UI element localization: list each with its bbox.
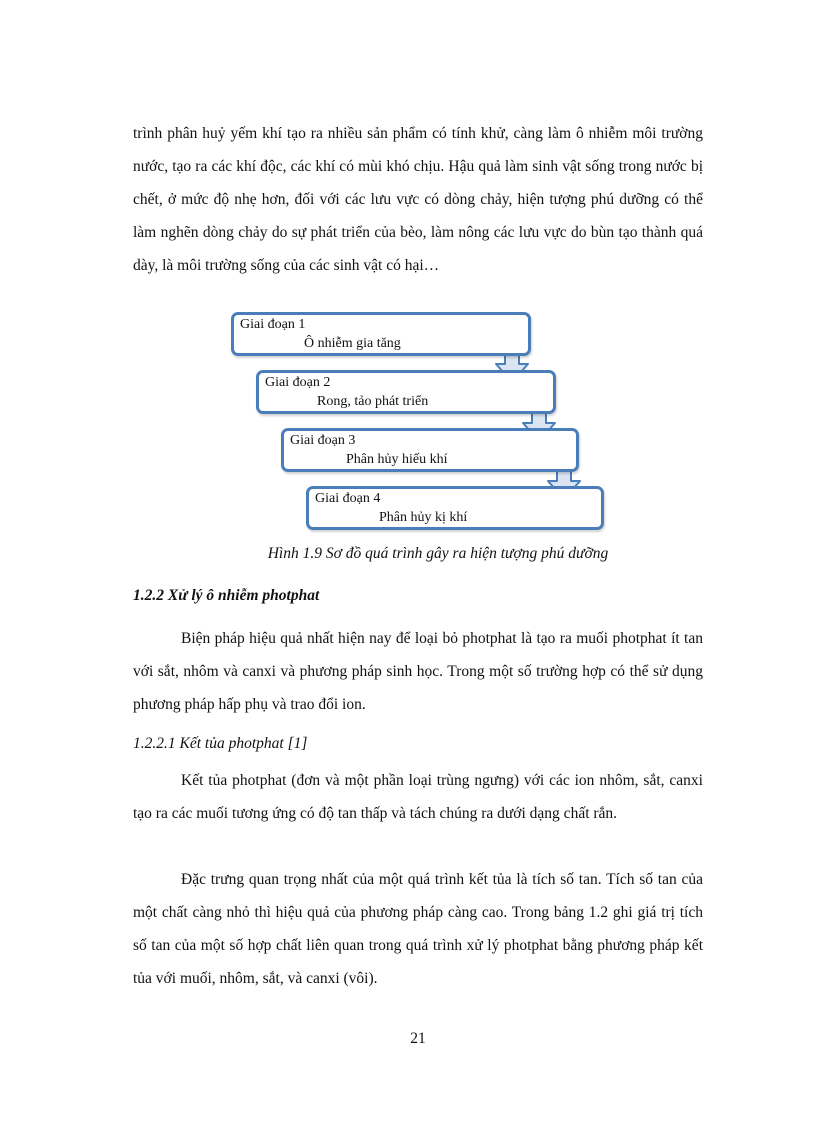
figure-caption: Hình 1.9 Sơ đồ quá trình gây ra hiện tượng phú dưỡng (267, 545, 609, 562)
stage-description: Ô nhiễm gia tăng (304, 336, 401, 351)
page-number: 21 (410, 1030, 426, 1047)
stage-description: Rong, tảo phát triển (317, 394, 429, 409)
stage-label: Giai đoạn 2 (265, 375, 331, 390)
subsection-paragraph-2: Đặc trưng quan trọng nhất của một quá trình kết tủa là tích số tan. Tích số tan của một chất càng nhỏ thì hiệu quả của phương pháp càng cao. Trong bảng 1.2 ghi giá trị tích số tan của một số hợp chất liên quan trong quá trình xử lý photphat bằng phương pháp kết tủa với muối, nhôm, sắt, và canxi (vôi). (133, 871, 703, 987)
intro-paragraph: trình phân huỷ yếm khí tạo ra nhiều sản phẩm có tính khử, càng làm ô nhiễm môi trường nước, tạo ra các khí độc, các khí có mùi khó chịu. Hậu quả làm sinh vật sống trong nước bị chết, ở mức độ nhẹ hơn, đối với các lưu vực có dòng chảy, hiện tượng phú dưỡng có thể làm nghẽn dòng chảy do sự phát triển của bèo, làm nông các lưu vực do bùn tạo thành quá dày, là môi trường sống của các sinh vật có hại… (133, 125, 703, 274)
subsection-paragraph-1: Kết tủa photphat (đơn và một phần loại trùng ngưng) với các ion nhôm, sắt, canxi tạo ra các muối tương ứng có độ tan thấp và tách chúng ra dưới dạng chất rắn. (133, 772, 703, 822)
stage-label: Giai đoạn 3 (290, 433, 356, 448)
stage-label: Giai đoạn 4 (315, 491, 381, 506)
stage-box-2 (256, 370, 556, 414)
stage-box-4 (306, 486, 604, 530)
stage-box-1 (231, 312, 531, 356)
section-paragraph: Biện pháp hiệu quả nhất hiện nay để loại bỏ photphat là tạo ra muối photphat ít tan với sắt, nhôm và canxi và phương pháp sinh học. Trong một số trường hợp có thể sử dụng phương pháp hấp phụ và trao đổi ion. (133, 630, 703, 713)
section-heading: 1.2.2 Xử lý ô nhiễm photphat (133, 587, 320, 604)
stage-box-3 (281, 428, 579, 472)
stage-description: Phân hủy kị khí (379, 510, 468, 525)
stage-description: Phân hủy hiếu khí (346, 452, 448, 467)
subsection-heading: 1.2.2.1 Kết tủa photphat [1] (133, 735, 308, 752)
stage-label: Giai đoạn 1 (240, 317, 306, 332)
